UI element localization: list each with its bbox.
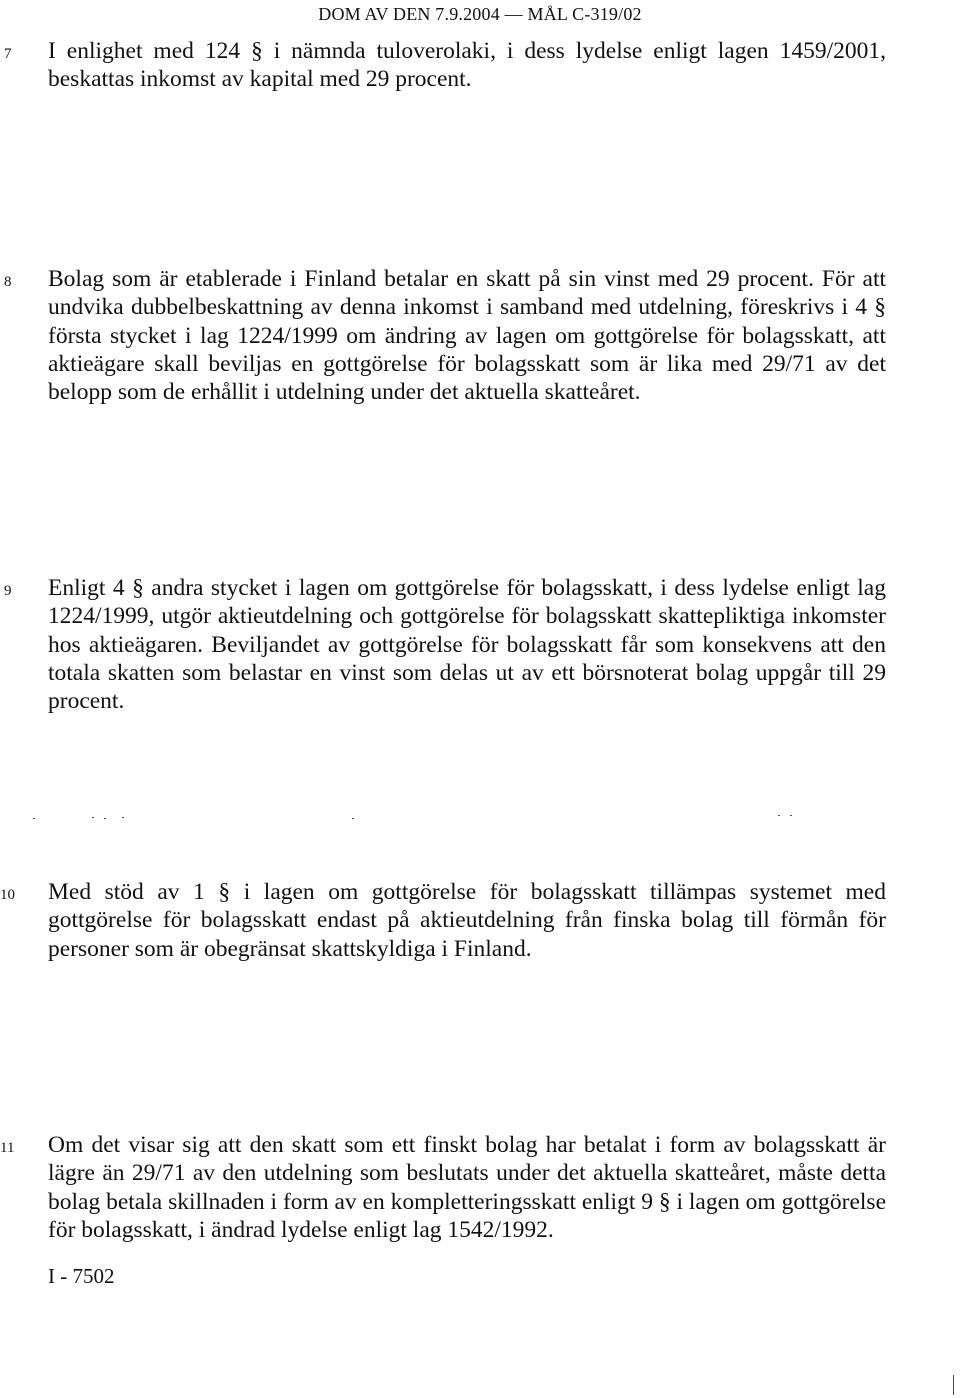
paragraph-text: I enlighet med 124 § i nämnda tuloverolaki, i dess lydelse enligt lagen 1459/2001, beskattas inkomst av kapital med 29 procent. [48, 38, 886, 93]
scan-speck [778, 815, 780, 816]
paragraph-text: Bolag som är etablerade i Finland betalar en skatt på sin vinst med 29 procent. För att undvika dubbelbeskattning av denna inkomst i samband med utdelning, föreskrivs i 4 § första stycket i lag 1224/1999 om ändring av lagen om gottgörelse för bolagsskatt, att aktieägare skall beviljas en gottgörelse för bolagsskatt som är lika med 29/71 av det belopp som de erhållit i utdelning under det aktuella skatteåret. [48, 266, 886, 406]
page-reference: I - 7502 [48, 1264, 115, 1288]
scan-speck [122, 817, 124, 818]
running-header: DOM AV DEN 7.9.2004 — MÅL C-319/02 [318, 4, 642, 24]
scan-speck [790, 815, 792, 816]
paragraph-number: 10 [0, 887, 15, 903]
paragraph-number: 11 [0, 1140, 15, 1156]
paragraph-text: Enligt 4 § andra stycket i lagen om gottgörelse för bolagsskatt, i dess lydelse enligt lag 1224/1999, utgör aktieutdelning och gottgörelse för bolagsskatt skattepliktiga inkomster hos aktieägaren. Beviljandet av gottgörelse för bolagsskatt får som konsekvens att den totala skatten som belastar en vinst som delas ut av ett börsnoterat bolag uppgår till 29 procent. [48, 575, 886, 715]
paragraph-number: 9 [4, 583, 12, 599]
paragraph-text: Om det visar sig att den skatt som ett finskt bolag har betalat i form av bolagsskatt är lägre än 29/71 av den utdelning som beslutats under det aktuella skatteåret, måste detta bolag betala skillnaden i form av en kompletteringsskatt enligt 9 § i lagen om gottgörelse för bolagsskatt, i ändrad lydelse enligt lag 1542/1992. [48, 1132, 886, 1243]
paragraph-text: Med stöd av 1 § i lagen om gottgörelse för bolagsskatt tillämpas systemet med gottgörelse för bolagsskatt endast på aktieutdelning från finska bolag till förmån för personer som är obegränsat skattskyldiga i Finland. [48, 879, 886, 962]
paragraph-number: 7 [4, 46, 12, 62]
scan-speck [352, 818, 354, 819]
scan-speck [104, 818, 106, 819]
paragraph-number: 8 [4, 274, 12, 290]
scan-edge-mark [953, 1375, 954, 1395]
scan-speck [33, 818, 35, 819]
scan-speck [92, 817, 94, 818]
